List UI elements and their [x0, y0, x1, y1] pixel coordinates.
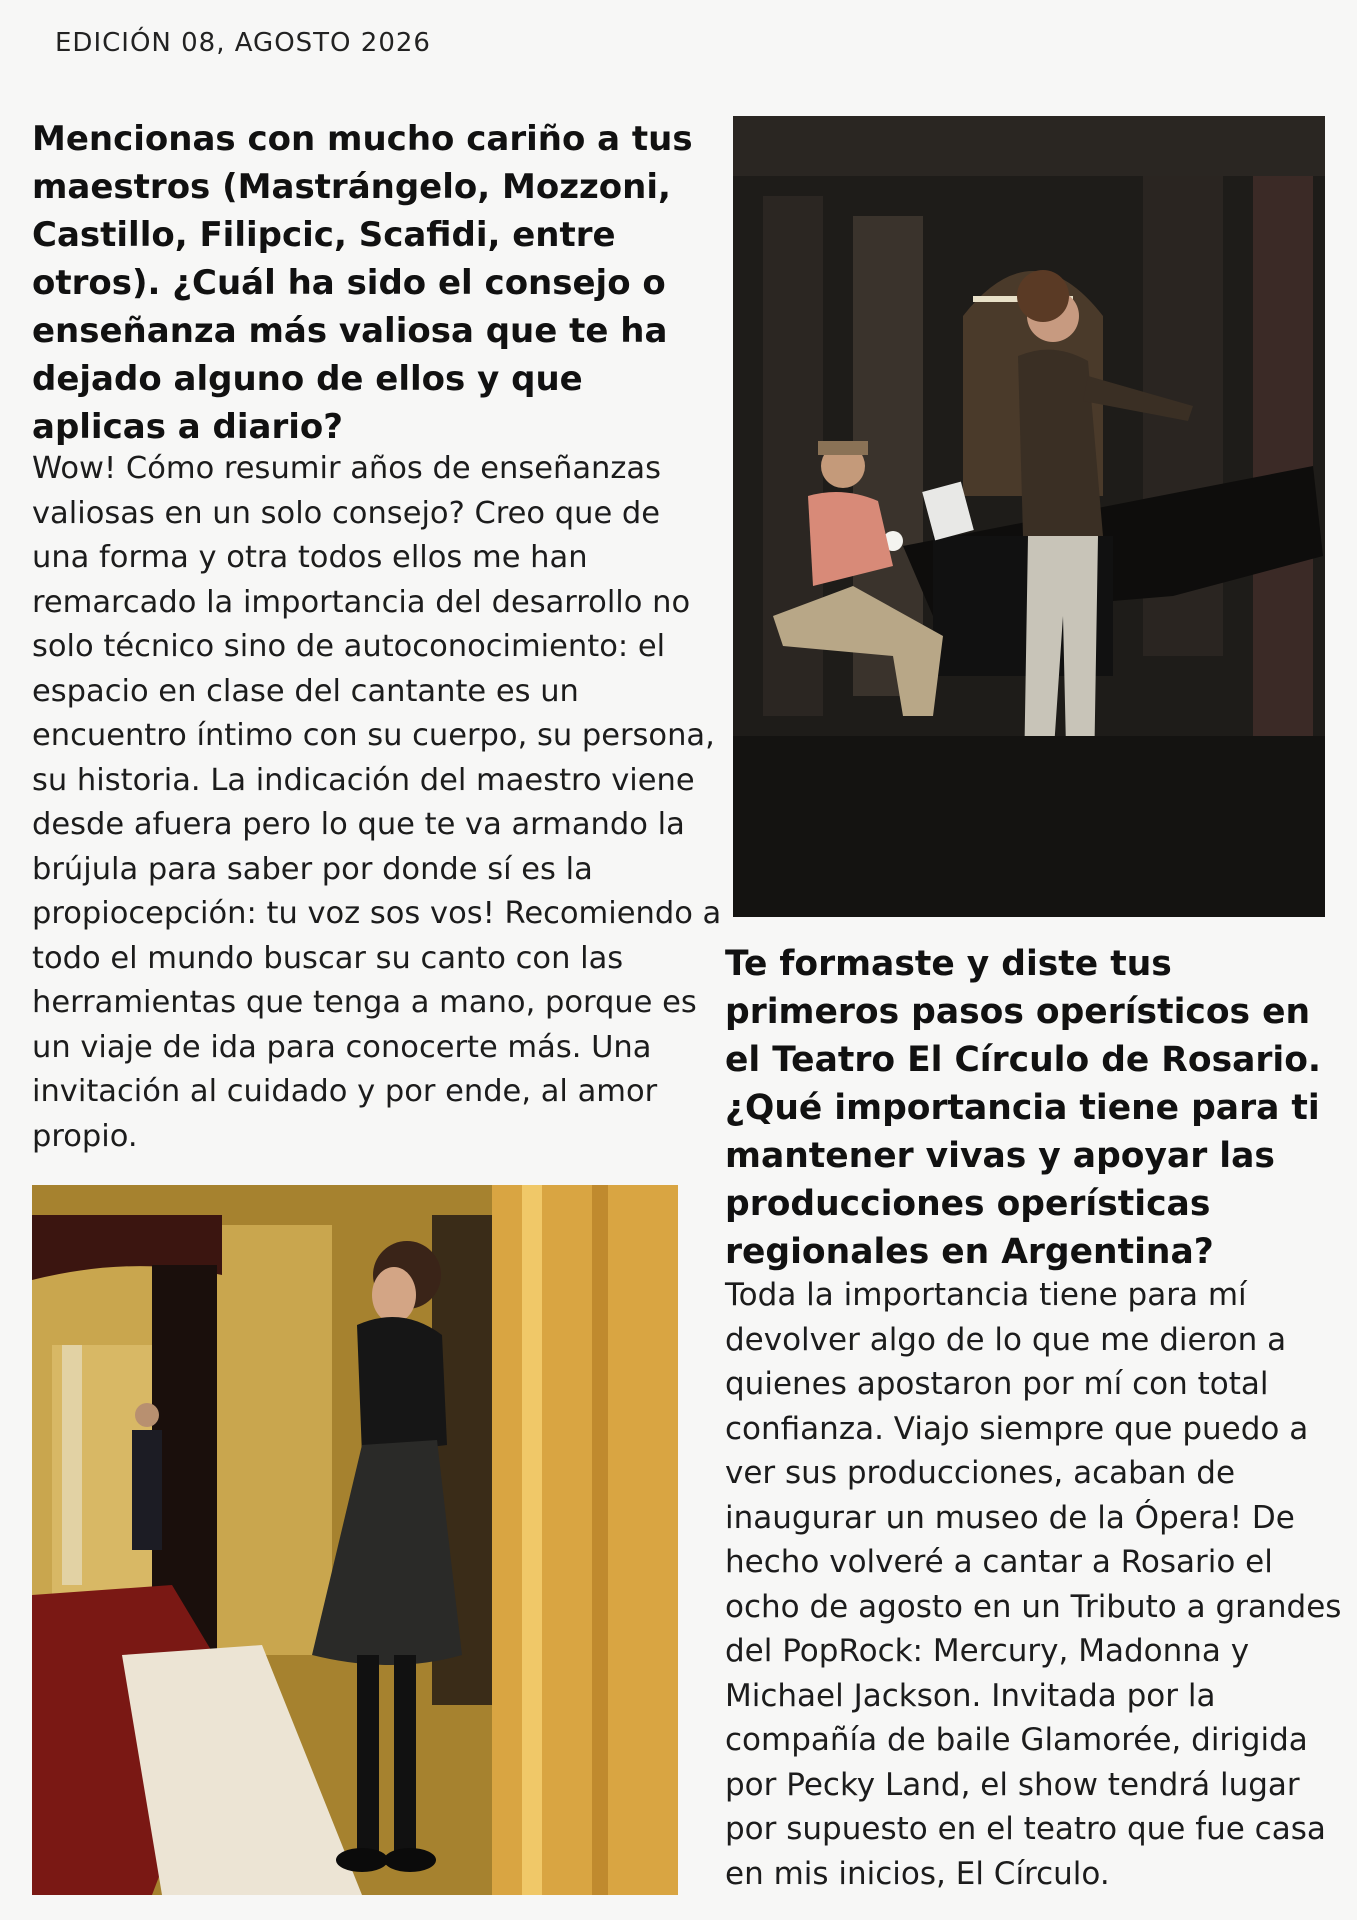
answer-1: Wow! Cómo resumir años de enseñanzas valiosas en un solo consejo? Creo que de una forma y otra todos ellos me han remarcado la importancia del desarrollo no solo técnico sino de autoconocimiento: el espacio en clase del cantante es un encuentro íntimo con su cuerpo, su persona, su historia. La indicación del maestro viene desde afuera pero lo que te va armando la brújula para saber por donde sí es la propiocepción: tu voz sos vos! Recomiendo a todo el mundo buscar su canto con las herramientas que tenga a mano, porque es un viaje de ida para conocerte más. Una invitación al cuidado y por ende, al amor propio. — [32, 451, 722, 1154]
photo-singer-theatre-hallway — [32, 1185, 678, 1895]
edition-date: EDICIÓN 08, AGOSTO 2026 — [55, 28, 431, 58]
question-2: Te formaste y diste tus primeros pasos operísticos en el Teatro El Círculo de Rosario. ¿Qué importancia tiene para ti mantener vivas y apoyar las producciones operísticas regionales en Argentina? — [725, 944, 1322, 1272]
photo-hallway-illustration — [32, 1185, 678, 1895]
question-1: Mencionas con mucho cariño a tus maestros (Mastrángelo, Mozzoni, Castillo, Filipcic, Scafidi, entre otros). ¿Cuál ha sido el consejo o enseñanza más valiosa que te ha dejado alguno de ellos y que aplicas a diario? — [32, 119, 693, 447]
photo-concert-illustration — [733, 116, 1325, 917]
photo-concert-singer-piano — [733, 116, 1325, 917]
answer-2: Toda la importancia tiene para mí devolver algo de lo que me dieron a quienes apostaron por mí con total confianza. Viajo siempre que puedo a ver sus producciones, acaban de inaugurar un museo de la Ópera! De hecho volveré a cantar a Rosario el ocho de agosto en un Tributo a grandes del PopRock: Mercury, Madonna y Michael Jackson. Invitada por la compañía de baile Glamorée, dirigida por Pecky Land, el show tendrá lugar por supuesto en el teatro que fue casa en mis inicios, El Círculo. — [725, 1277, 1342, 1892]
